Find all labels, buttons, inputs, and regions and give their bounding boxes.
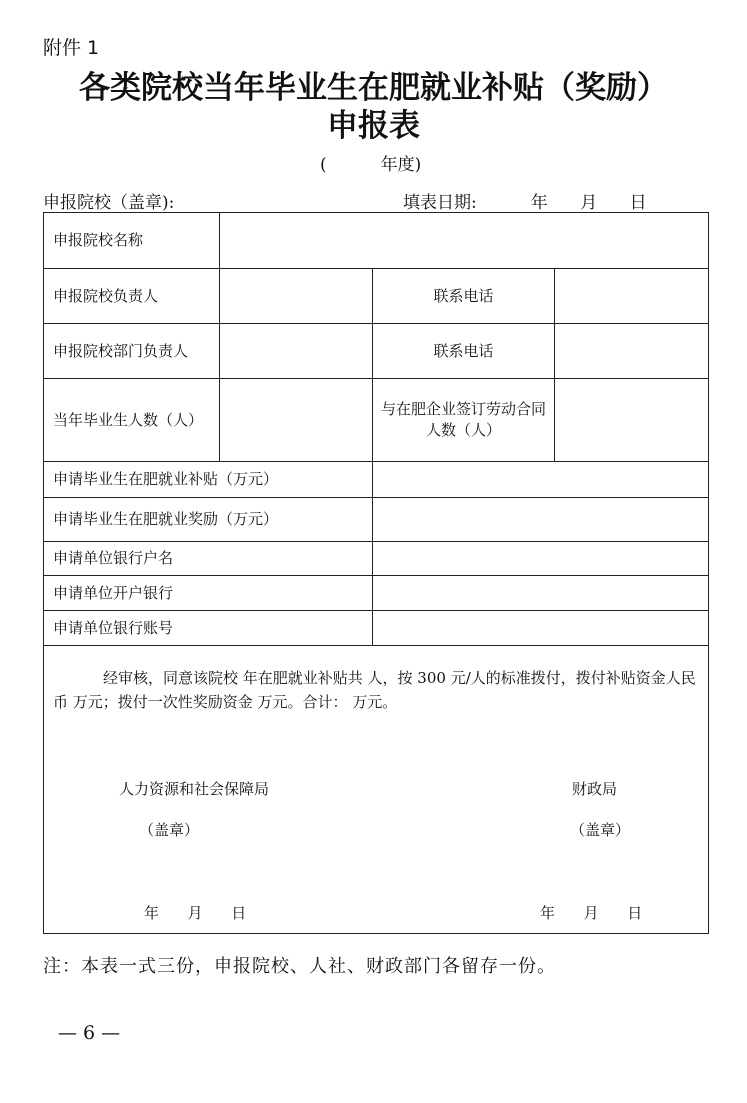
hrss-bureau-label: 人力资源和社会保障局 xyxy=(119,780,270,798)
dept-head-label: 申报院校部门负责人 xyxy=(44,324,220,379)
school-seal-label: 申报院校（盖章): xyxy=(43,193,175,213)
footnote: 注：本表一式三份，申报院校、人社、财政部门各留存一份。 xyxy=(43,956,556,977)
phone-label: 联系电话 xyxy=(373,269,555,324)
school-name-label: 申报院校名称 xyxy=(44,213,220,269)
account-number-label: 申请单位银行账号 xyxy=(44,611,373,646)
hrss-seal-label: （盖章） xyxy=(139,821,200,839)
form-title: 各类院校当年毕业生在肥就业补贴（奖励） xyxy=(79,70,668,106)
phone-label-2: 联系电话 xyxy=(373,324,555,379)
attachment-label: 附件 1 xyxy=(43,37,100,59)
finance-bureau-label: 财政局 xyxy=(572,780,618,798)
account-name-field[interactable] xyxy=(373,542,709,576)
subsidy-field[interactable] xyxy=(373,462,709,498)
subsidy-label: 申请毕业生在肥就业补贴（万元） xyxy=(44,462,373,498)
school-head-field[interactable] xyxy=(220,269,373,324)
application-table xyxy=(43,212,709,934)
phone-field[interactable] xyxy=(555,269,709,324)
approval-section xyxy=(44,646,709,934)
finance-seal-label: （盖章） xyxy=(570,821,631,839)
form-title-line2: 申报表 xyxy=(327,108,420,144)
bank-field[interactable] xyxy=(373,576,709,611)
account-name-label: 申请单位银行户名 xyxy=(44,542,373,576)
phone-field-2[interactable] xyxy=(555,324,709,379)
bank-label: 申请单位开户银行 xyxy=(44,576,373,611)
account-number-field[interactable] xyxy=(373,611,709,646)
page-number: — 6 — xyxy=(58,1022,121,1044)
reward-label: 申请毕业生在肥就业奖励（万元） xyxy=(44,498,373,542)
school-name-field[interactable] xyxy=(220,213,709,269)
contract-count-label: 与在肥企业签订劳动合同人数（人） xyxy=(373,379,555,462)
contract-count-field[interactable] xyxy=(555,379,709,462)
graduate-count-label: 当年毕业生人数（人） xyxy=(44,379,220,462)
graduate-count-field[interactable] xyxy=(220,379,373,462)
dept-head-field[interactable] xyxy=(220,324,373,379)
year-line: ( 年度) xyxy=(320,155,422,175)
hrss-date: 年 月 日 xyxy=(144,904,247,922)
finance-date: 年 月 日 xyxy=(540,904,643,922)
fill-date-label: 填表日期: 年 月 日 xyxy=(403,193,647,213)
school-head-label: 申报院校负责人 xyxy=(44,269,220,324)
approval-text: 经审核，同意该院校 年在肥就业补贴共 人，按 300 元/人的标准拨付，拨付补贴资金人民币 万元；拨付一次性奖励资金 万元。合计： 万元。 xyxy=(53,669,696,711)
reward-field[interactable] xyxy=(373,498,709,542)
